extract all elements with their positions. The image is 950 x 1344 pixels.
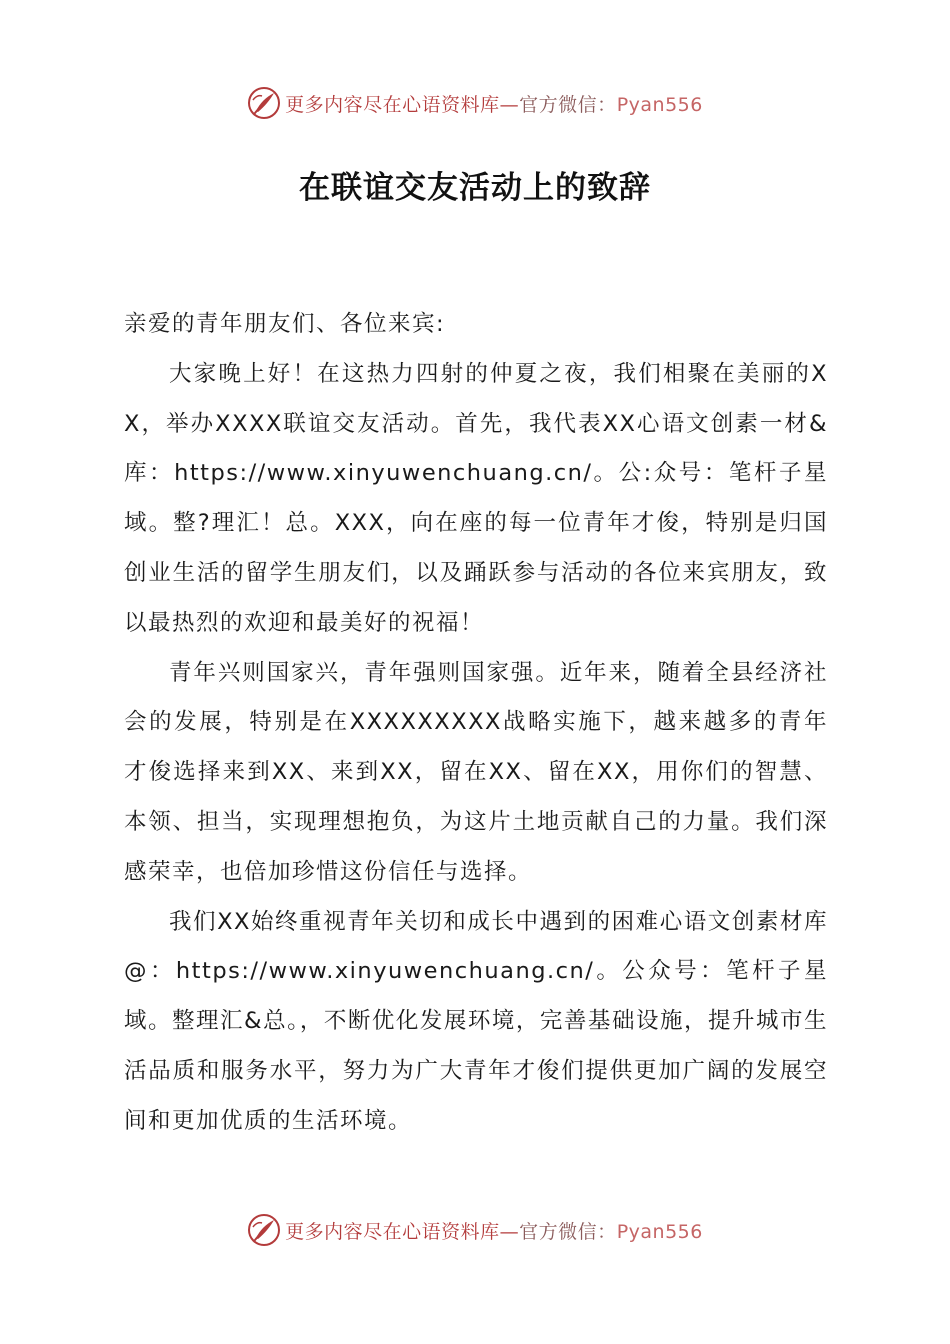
header-separator: — <box>499 93 520 116</box>
document-title: 在联谊交友活动上的致辞 <box>299 170 651 206</box>
quill-pen-logo-icon <box>247 86 281 120</box>
paragraph-2: 青年兴则国家兴，青年强则国家强。近年来，随着全县经济社会的发展，特别是在XXXXXXXXX战略实施下，越来越多的青年才俊选择来到XX、来到XX，留在XX、留在XX，用你们的智慧、本领、担当，实现理想抱负，为这片土地贡献自己的力量。我们深感荣幸，也倍加珍惜这份信任与选择。 <box>124 659 828 885</box>
footer-wechat-id: Pyan556 <box>616 1220 703 1243</box>
paragraph-1: 大家晚上好！在这热力四射的仲夏之夜，我们相聚在美丽的XX，举办XXXX联谊交友活动。首先，我代表XX心语文创素一材&库：https://www.xinyuwenchuang.cn/。公:众号：笔杆子星域。整?理汇！总。XXX，向在座的每一位青年才俊，特别是归国创业生活的留学生朋友们，以及踊跃参与活动的各位来宾朋友，致以最热烈的欢迎和最美好的祝福！ <box>124 360 828 636</box>
header-wechat-label: 官方微信： <box>519 93 617 116</box>
header-text <box>285 90 703 117</box>
header-wechat-id: Pyan556 <box>616 93 703 116</box>
footer-separator: — <box>499 1220 520 1243</box>
footer-text <box>285 1217 703 1244</box>
header-brand-text: 更多内容尽在心语资料库 <box>285 93 500 116</box>
header-banner <box>0 83 950 123</box>
quill-pen-logo-icon <box>247 1213 281 1247</box>
footer-banner <box>0 1210 950 1250</box>
footer-wechat-label: 官方微信： <box>519 1220 617 1243</box>
footer-brand-text: 更多内容尽在心语资料库 <box>285 1220 500 1243</box>
salutation: 亲爱的青年朋友们、各位来宾: <box>124 311 446 337</box>
document-body <box>124 300 828 1147</box>
paragraph-3: 我们XX始终重视青年关切和成长中遇到的困难心语文创素材库@：https://www.xinyuwenchuang.cn/。公众号：笔杆子星域。整理汇&总。，不断优化发展环境，完善基础设施，提升城市生活品质和服务水平，努力为广大青年才俊们提供更加广阔的发展空间和更加优质的生活环境。 <box>124 908 828 1134</box>
